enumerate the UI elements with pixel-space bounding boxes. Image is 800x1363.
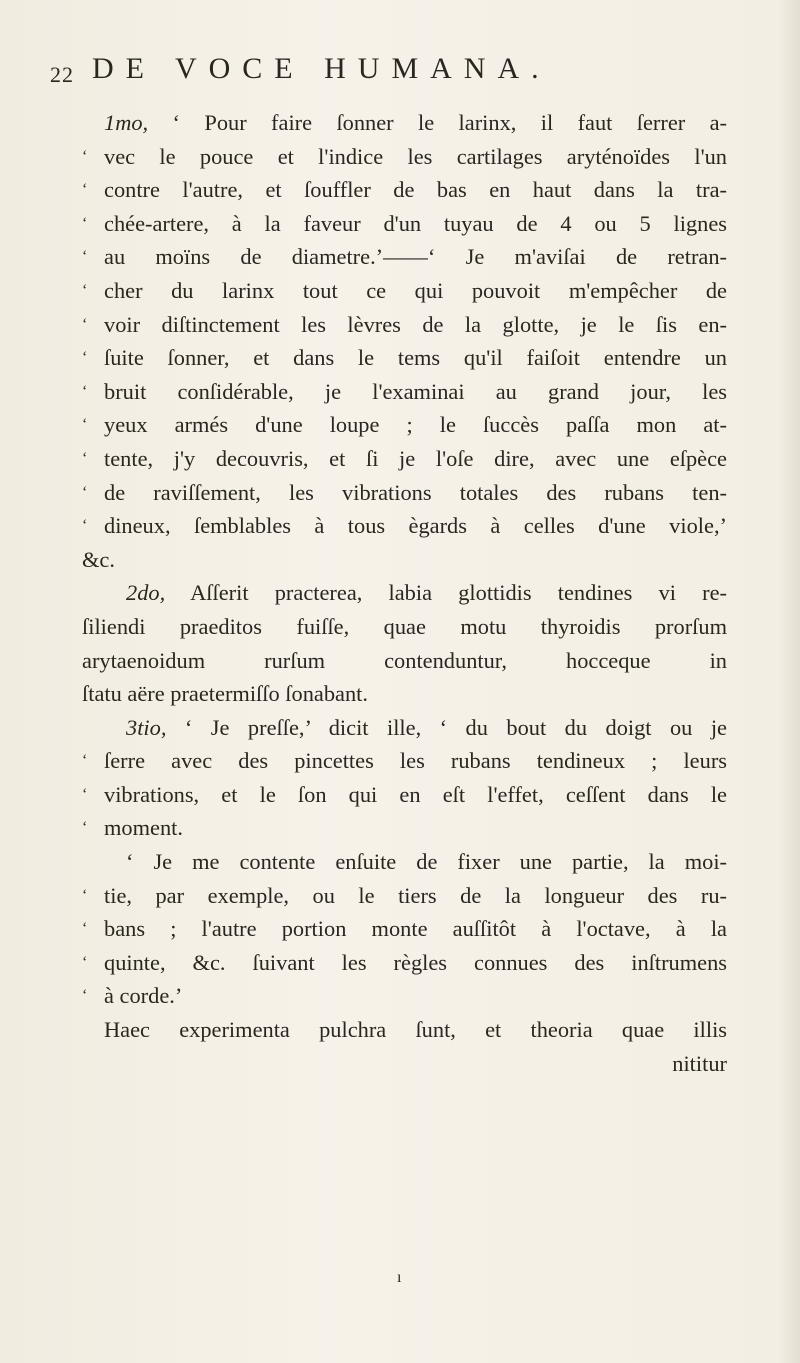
quote-mark: ‘ bbox=[82, 382, 88, 400]
line-text: ſerre avec des pincettes les rubans tendineux ; leurs bbox=[104, 748, 727, 774]
text-line bbox=[82, 509, 727, 543]
text-line bbox=[82, 341, 727, 375]
text-line bbox=[82, 711, 727, 745]
catchword bbox=[82, 1047, 727, 1081]
line-text: au moïns de diametre.’——‘ Je m'aviſai de retran- bbox=[104, 244, 727, 270]
line-text: chée-artere, à la faveur d'un tuyau de 4 ou 5 lignes bbox=[104, 210, 727, 236]
line-text: bruit conſidérable, je l'examinai au grand jour, les bbox=[104, 378, 727, 404]
quote-mark: ‘ bbox=[82, 517, 88, 535]
text-line bbox=[82, 677, 727, 711]
quote-mark: ‘ bbox=[82, 483, 88, 501]
quote-mark: ‘ bbox=[82, 819, 88, 837]
line-text: de raviſſement, les vibrations totales des rubans ten- bbox=[104, 479, 727, 505]
text-line bbox=[82, 408, 727, 442]
quote-mark: ‘ bbox=[82, 281, 88, 299]
quote-mark: ‘ bbox=[82, 214, 88, 232]
line-text: ‘ Pour faire ſonner le larinx, il faut ſerrer a- bbox=[148, 110, 727, 135]
text-line bbox=[82, 173, 727, 207]
line-text: dineux, ſemblables à tous ègards à celles d'une viole,’ bbox=[104, 513, 727, 539]
line-text: Aſſerit practerea, labia glottidis tendines vi re- bbox=[165, 580, 727, 606]
quote-mark: ‘ bbox=[82, 785, 88, 803]
ordinal-marker: 2do, bbox=[126, 580, 166, 606]
text-line bbox=[82, 811, 727, 845]
text-line bbox=[82, 778, 727, 812]
line-text: yeux armés d'une loupe ; le ſuccès paſſa mon at- bbox=[104, 412, 727, 438]
quote-mark: ‘ bbox=[82, 920, 88, 938]
quote-mark: ‘ bbox=[82, 953, 88, 971]
line-text: ſuite ſonner, et dans le tems qu'il faiſoit entendre un bbox=[104, 345, 727, 371]
quote-mark: ‘ bbox=[82, 987, 88, 1005]
text-line bbox=[82, 442, 727, 476]
page-edge-shadow bbox=[778, 0, 800, 1363]
signature-mark: ı bbox=[397, 1269, 402, 1286]
quote-mark: ‘ bbox=[82, 886, 88, 904]
quote-mark: ‘ bbox=[82, 449, 88, 467]
line-text: tente, j'y decouvris, et ſi je l'oſe dire, avec une eſpèce bbox=[104, 445, 727, 471]
line-text: bans ; l'autre portion monte auſſitôt à l'octave, à la bbox=[104, 916, 727, 942]
quote-mark: ‘ bbox=[82, 181, 88, 199]
quote-mark: ‘ bbox=[82, 248, 88, 266]
ordinal-marker: 3tio, bbox=[126, 714, 167, 740]
catchword-text: nititur bbox=[672, 1050, 727, 1076]
page-number: 22 bbox=[50, 62, 74, 87]
running-title: DE VOCE HUMANA. bbox=[92, 52, 551, 85]
text-line bbox=[82, 543, 727, 577]
line-text: &c. bbox=[82, 546, 115, 572]
line-text: ‘ Je preſſe,’ dicit ille, ‘ du bout du doigt ou je bbox=[166, 714, 727, 740]
line-text: contre l'autre, et ſouffler de bas en haut dans la tra- bbox=[104, 177, 727, 203]
text-line bbox=[82, 946, 727, 980]
line-text: moment. bbox=[104, 815, 183, 841]
text-line bbox=[82, 1013, 727, 1047]
quote-mark: ‘ bbox=[82, 147, 88, 165]
line-text: Haec experimenta pulchra ſunt, et theoria quae illis bbox=[104, 1017, 727, 1043]
line-text: voir diſtinctement les lèvres de la glotte, je le ſis en- bbox=[104, 311, 727, 337]
ordinal-marker: 1mo, bbox=[104, 110, 149, 135]
text-line bbox=[82, 744, 727, 778]
quote-mark: ‘ bbox=[82, 416, 88, 434]
line-text: quinte, &c. ſuivant les règles connues des inſtrumens bbox=[104, 949, 727, 975]
text-line bbox=[82, 140, 727, 174]
line-text: à corde.’ bbox=[104, 983, 183, 1009]
line-text: tie, par exemple, ou le tiers de la longueur des ru- bbox=[104, 882, 727, 908]
body-text bbox=[82, 106, 727, 1080]
text-line bbox=[82, 845, 727, 879]
text-line bbox=[82, 879, 727, 913]
text-line bbox=[82, 375, 727, 409]
text-line bbox=[82, 207, 727, 241]
line-text: ‘ Je me contente enſuite de fixer une partie, la moi- bbox=[126, 849, 727, 875]
text-line bbox=[82, 240, 727, 274]
text-line bbox=[82, 912, 727, 946]
text-line bbox=[82, 979, 727, 1013]
quote-mark: ‘ bbox=[82, 315, 88, 333]
line-text: arytaenoidum rurſum contenduntur, hocceque in bbox=[82, 647, 727, 673]
quote-mark: ‘ bbox=[82, 349, 88, 367]
text-line bbox=[82, 576, 727, 610]
line-text: cher du larinx tout ce qui pouvoit m'empêcher de bbox=[104, 277, 727, 303]
text-line bbox=[82, 106, 727, 140]
text-line bbox=[82, 644, 727, 678]
text-line bbox=[82, 476, 727, 510]
line-text: ſiliendi praeditos fuiſſe, quae motu thyroidis prorſum bbox=[82, 613, 727, 639]
quote-mark: ‘ bbox=[82, 752, 88, 770]
line-text: ſtatu aëre praetermiſſo ſonabant. bbox=[82, 681, 368, 707]
page-header bbox=[50, 52, 770, 92]
line-text: vibrations, et le ſon qui en eſt l'effet, ceſſent dans le bbox=[104, 781, 727, 807]
text-line bbox=[82, 610, 727, 644]
text-line bbox=[82, 308, 727, 342]
line-text: vec le pouce et l'indice les cartilages aryténoïdes l'un bbox=[104, 143, 727, 169]
text-line bbox=[82, 274, 727, 308]
